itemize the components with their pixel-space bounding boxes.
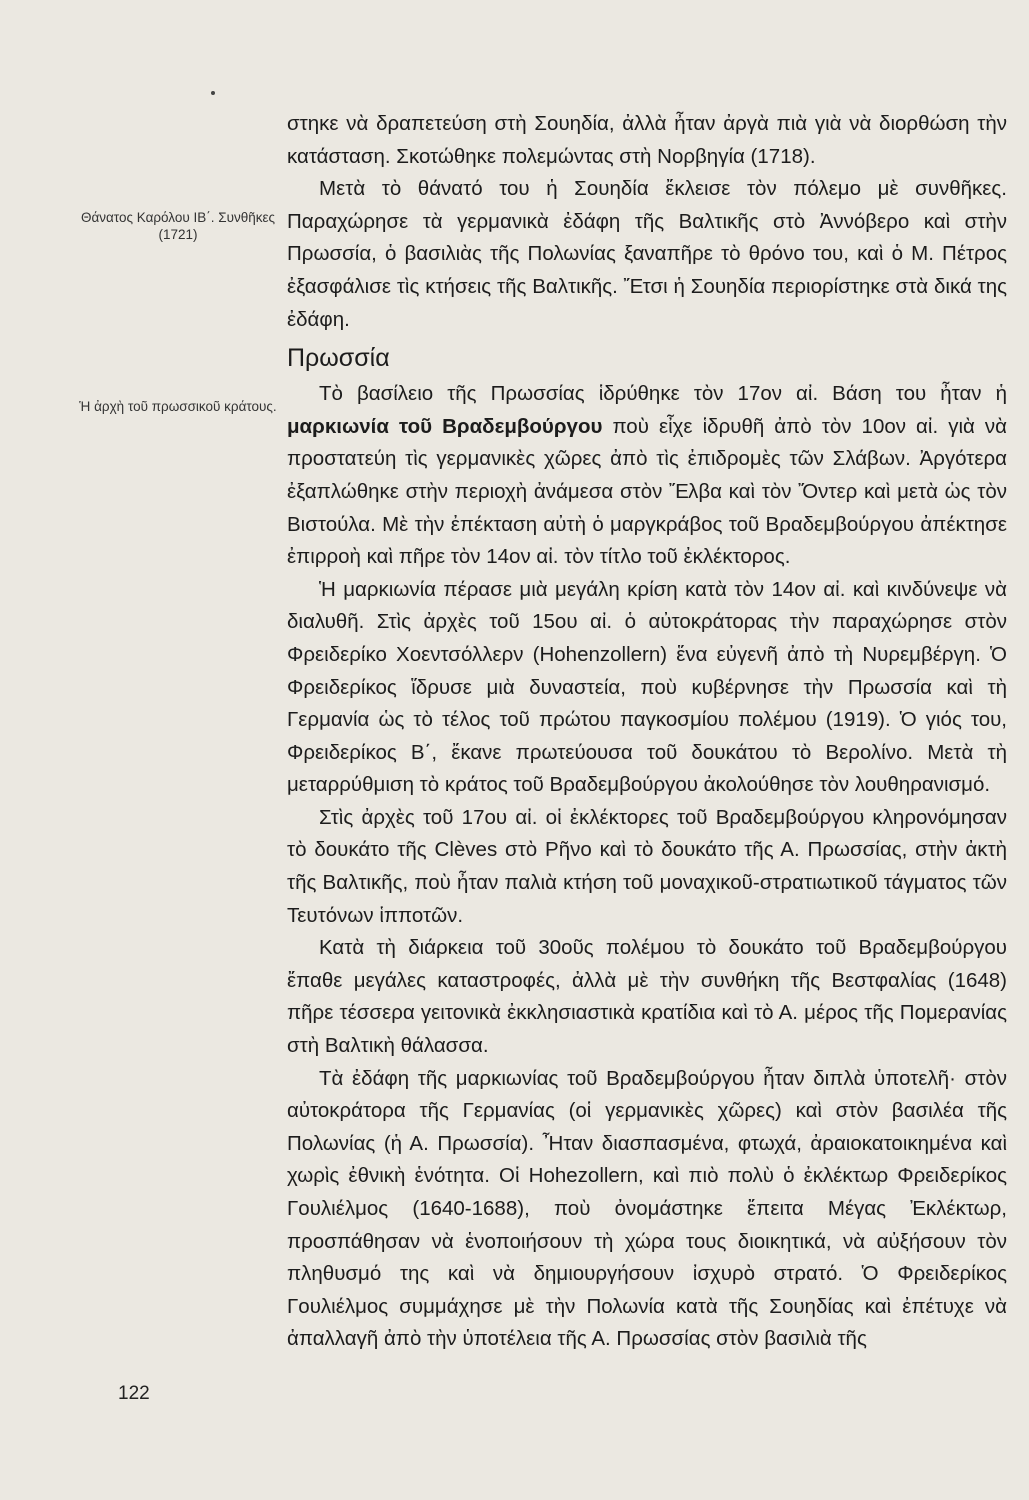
paragraph-territories: Τὰ ἐδάφη τῆς μαρκιωνίας τοῦ Βραδεμβούργου ἦταν διπλὰ ὑποτελῆ· στὸν αὐτοκράτορα τῆς Γερμανίας (οἱ γερμανικὲς χῶρες) καὶ στὸν βασιλέα τῆς Πολωνίας (ἡ Α. Πρωσσία). Ἦταν διασπασμένα, φτωχά, ἀραιοκατοικημένα καὶ χωρὶς ἐθνικὴ ἑνότητα. Οἱ Hohezollern, καὶ πιὸ πολὺ ὁ ἐκλέκτωρ Φρειδερίκος Γουλιέλμος (1640-1688), ποὺ ὀνομάστηκε ἔπειτα Μέγας Ἐκλέκτωρ, προσπάθησαν νὰ ἑνοποιήσουν τὴ χώρα τους διοικητικά, νὰ αὐξήσουν τὸν πληθυσμό της καὶ νὰ δημιουργήσουν ἰσχυρὸ στρατό. Ὁ Φρειδερίκος Γουλιέλμος συμμάχησε μὲ τὴν Πολωνία κατὰ τῆς Σουηδίας καὶ ἐπέτυχε νὰ ἀπαλλαγῆ ἀπὸ τὴν ὑποτέλεια τῆς Α. Πρωσσίας στὸν βασιλιὰ τῆς [287, 1066, 1007, 1351]
bold-term: μαρκιωνία τοῦ Βραδεμβούργου [287, 414, 603, 438]
paragraph-thirty-years-war: Κατὰ τὴ διάρκεια τοῦ 30οῦς πολέμου τὸ δουκάτο τοῦ Βραδεμβούργου ἔπαθε μεγάλες καταστροφές, ἀλλὰ μὲ τὴν συνθήκη τῆς Βεστφαλίας (1648) πῆρε τέσσερα γειτονικὰ ἐκκλησιαστικὰ κρατίδια καὶ τὸ Α. μέρος τῆς Πομερανίας στὴ Βαλτικὴ θάλασσα. [287, 936, 1007, 1058]
section-heading: Πρωσσία [287, 344, 390, 373]
paragraph-crisis: Ἡ μαρκιωνία πέρασε μιὰ μεγάλη κρίση κατὰ τὸν 14ον αἰ. καὶ κινδύνεψε νὰ διαλυθῆ. Στὶς ἀρχὲς τοῦ 15ου αἰ. ὁ αὐτοκράτορας τὴν παραχώρησε στὸν Φρειδερίκο Χοεντσόλλερν (Hohenzollern) ἕνα εὐγενῆ ἀπὸ τὴ Νυρεμβέργη. Ὁ Φρειδερίκος ἵδρυσε μιὰ δυναστεία, ποὺ κυβέρνησε τὴν Πρωσσία καὶ τὴ Γερμανία ὡς τὸ τέλος τοῦ πρώτου παγκοσμίου πολέμου (1919). Ὁ γιός του, Φρειδερίκος Β΄, ἔκανε πρωτεύουσα τοῦ δουκάτου τὸ Βερολίνο. Μετὰ τὴ μεταρρύθμιση τὸ κράτος τοῦ Βραδεμβούργου ἀκολούθησε τὸν λουθηρανισμό. [287, 577, 1007, 797]
paragraph-17th-century: Στὶς ἀρχὲς τοῦ 17ου αἰ. οἱ ἐκλέκτορες τοῦ Βραδεμβούργου κληρονόμησαν τὸ δουκάτο τῆς Clèves στὸ Ρῆνο καὶ τὸ δουκάτο τῆς Α. Πρωσσίας, στὴν ἀκτὴ τῆς Βαλτικῆς, ποὺ ἦταν παλιὰ κτήση τοῦ μοναχικοῦ-στρατιωτικοῦ τάγματος τῶν Τευτόνων ἱπποτῶν. [287, 805, 1007, 927]
paragraph-after-death: Μετὰ τὸ θάνατό του ἡ Σουηδία ἔκλεισε τὸν πόλεμο μὲ συνθῆκες. Παραχώρησε τὰ γερμανικὰ ἐδάφη τῆς Βαλτικῆς στὸ Ἀννόβερο καὶ στὴν Πρωσσία, ὁ βασιλιὰς τῆς Πολωνίας ξαναπῆρε τὸ θρόνο του, καὶ ὁ Μ. Πέτρος ἐξασφάλισε τὶς κτήσεις τῆς Βαλτικῆς. Ἔτσι ἡ Σουηδία περιορίστηκε στὰ δικά της ἐδάφη. [287, 177, 1007, 331]
margin-note-prussia-origin: Ἡ ἀρχὴ τοῦ πρωσσικοῦ κράτους. [79, 399, 277, 414]
main-text-column [287, 108, 1007, 1356]
margin-note-death-of-charles: Θάνατος Καρόλου ΙΒ΄. Συνθῆκες (1721) [80, 210, 276, 242]
intro-text-start: Τὸ βασίλειο τῆς Πρωσσίας ἱδρύθηκε τὸν 17ον αἰ. Βάση του ἦταν ἡ [319, 382, 1007, 406]
print-dot [211, 91, 215, 95]
paragraph-continued: στηκε νὰ δραπετεύση στὴ Σουηδία, ἀλλὰ ἦταν ἀργὰ πιὰ γιὰ νὰ διορθώση τὴν κατάσταση. Σκοτώθηκε πολεμώντας στὴ Νορβηγία (1718). [287, 112, 1007, 168]
page-number: 122 [118, 1383, 150, 1404]
paragraph-prussia-intro [287, 378, 1007, 574]
intro-text-end: ποὺ εἶχε ἱδρυθῆ ἀπὸ τὸν 10ον αἰ. γιὰ νὰ προστατεύη τὶς γερμανικὲς χῶρες ἀπὸ τὶς ἐπιδρομὲς τῶν Σλάβων. Ἀργότερα ἐξαπλώθηκε στὴν περιοχὴ ἀνάμεσα στὸν Ἔλβα καὶ τὸν Ὄντερ καὶ μετὰ ὡς τὸν Βιστούλα. Μὲ τὴν ἐπέκταση αὐτὴ ὁ μαργκράβος τοῦ Βραδεμβούργου ἀπέκτησε ἐπιρροὴ καὶ πῆρε τὸν 14ον αἰ. τὸν τίτλο τοῦ ἐκλέκτορος. [287, 414, 1007, 569]
